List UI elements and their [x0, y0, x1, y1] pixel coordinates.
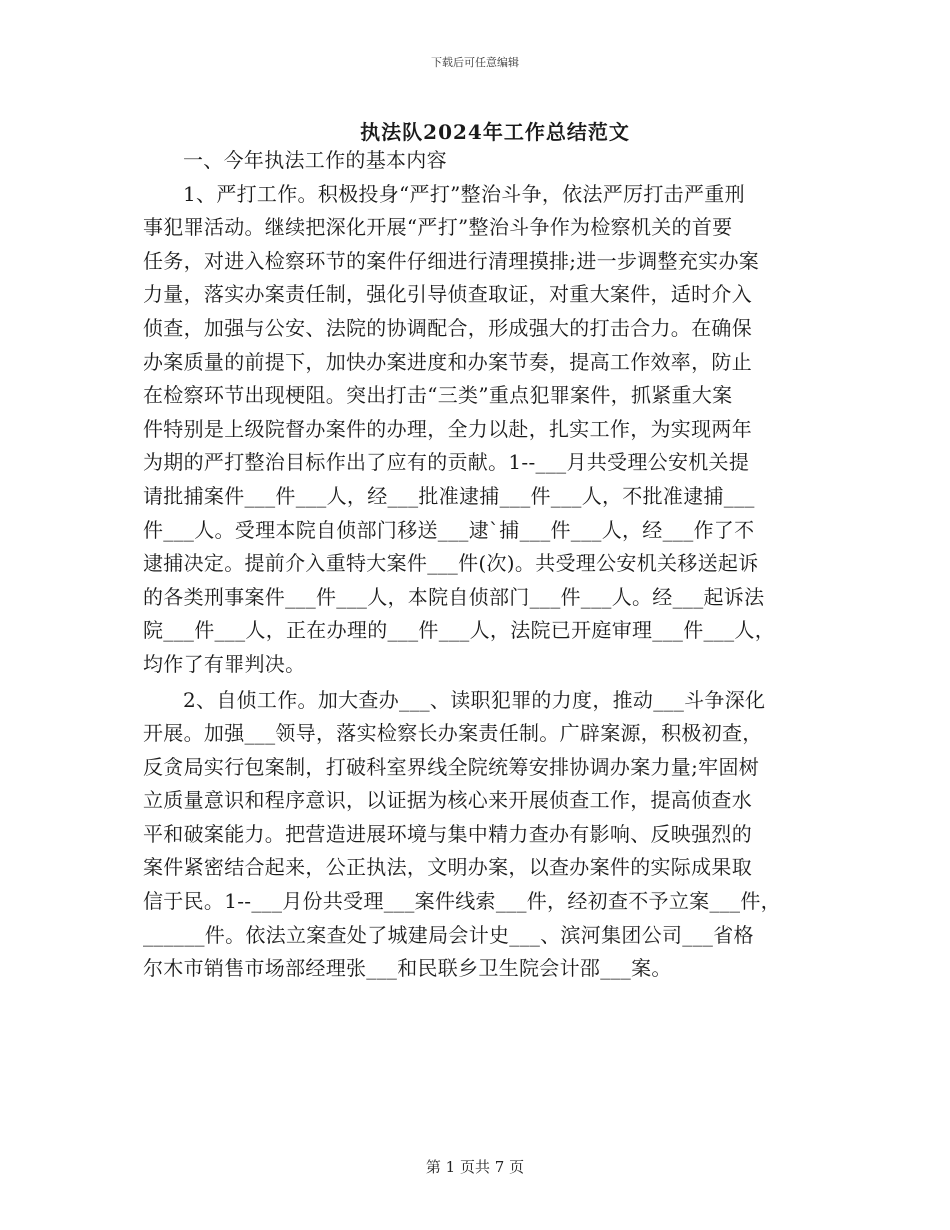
paragraph-line: 开展。加强___领导，落实检察长办案责任制。广辟案源，积极初查， — [143, 721, 763, 746]
paragraph-line: 件___人。受理本院自侦部门移送___逮`捕___件___人，经___作了不 — [143, 517, 755, 542]
header-note: 下载后可任意编辑 — [431, 56, 519, 69]
paragraph-line: 的各类刑事案件___件___人，本院自侦部门___件___人。经___起诉法 — [143, 584, 765, 609]
paragraph-line: 信于民。1--___月份共受理___案件线索___件，经初查不予立案___件， — [143, 889, 781, 914]
paragraph-line: 任务，对进入检察环节的案件仔细进行清理摸排;进一步调整充实办案 — [143, 248, 760, 273]
paragraph-line: 为期的严打整治目标作出了应有的贡献。1--___月共受理公安机关提 — [143, 450, 750, 475]
paragraph-line: 件特别是上级院督办案件的办理，全力以赴，扎实工作，为实现两年 — [143, 416, 752, 441]
document-body — [143, 144, 823, 986]
paragraph-line: 力量，落实办案责任制，强化引导侦查取证，对重大案件，适时介入 — [143, 282, 752, 307]
paragraph-line: 逮捕决定。提前介入重特大案件___件(次)。共受理公安机关移送起诉 — [143, 551, 759, 576]
paragraph-line: 院___件___人，正在办理的___件___人，法院已开庭审理___件___人， — [143, 618, 775, 643]
document-title: 执法队2024年工作总结范文 — [360, 120, 630, 144]
paragraph-line: 反贪局实行包案制，打破科室界线全院统筹安排协调办案力量;牢固树 — [143, 754, 760, 779]
paragraph-line: 立质量意识和程序意识，以证据为核心来开展侦查工作，提高侦查水 — [143, 788, 752, 813]
paragraph-line: ______件。依法立案查处了城建局会计史___、滨河集团公司___省格 — [143, 922, 754, 947]
paragraph-line: 尔木市销售市场部经理张___和民联乡卫生院会计邵___案。 — [143, 956, 672, 981]
paragraph-line: 均作了有罪判决。 — [143, 651, 306, 676]
paragraph-line: 在检察环节出现梗阻。突出打击“三类”重点犯罪案件，抓紧重大案 — [143, 383, 733, 408]
paragraph-line: 办案质量的前提下，加快办案进度和办案节奏，提高工作效率，防止 — [143, 349, 752, 374]
paragraph-2 — [143, 684, 823, 986]
paragraph-line: 案件紧密结合起来，公正执法，文明办案，以查办案件的实际成果取 — [143, 855, 752, 880]
paragraph-line: 侦查，加强与公安、法院的协调配合，形成强大的打击合力。在确保 — [143, 315, 752, 340]
paragraph-line: 事犯罪活动。继续把深化开展“严打”整治斗争作为检察机关的首要 — [143, 215, 733, 240]
page-footer: 第 1 页共 7 页 — [425, 1158, 525, 1176]
paragraph-line: 请批捕案件___件___人，经___批准逮捕___件___人，不批准逮捕___ — [143, 483, 755, 508]
paragraph-line: 平和破案能力。把营造进展环境与集中精力查办有影响、反映强烈的 — [143, 821, 752, 846]
section-heading: 一、今年执法工作的基本内容 — [183, 148, 447, 172]
paragraph-line: 2、自侦工作。加大查办___、读职犯罪的力度，推动___斗争深化 — [183, 687, 766, 712]
paragraph-1 — [143, 178, 823, 682]
paragraph-line: 1、严打工作。积极投身“严打”整治斗争，依法严厉打击严重刑 — [183, 181, 745, 206]
